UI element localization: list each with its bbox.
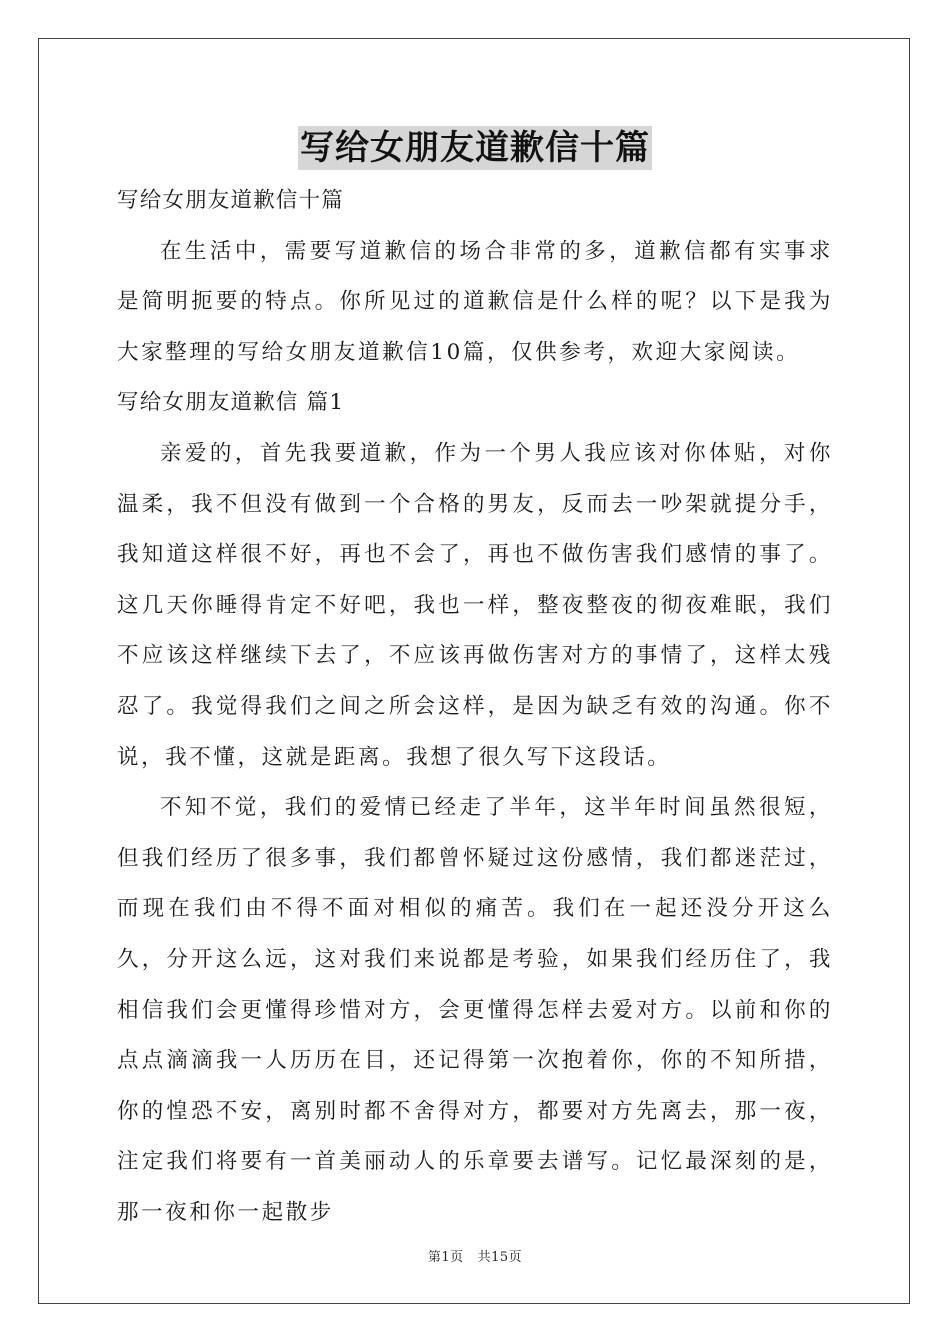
page-total: 共15页	[477, 1250, 523, 1265]
intro-paragraph: 在生活中，需要写道歉信的场合非常的多，道歉信都有实事求是简明扼要的特点。你所见过的道歉信是什么样的呢？以下是我为大家整理的写给女朋友道歉信10篇，仅供参考，欢迎大家阅读。	[117, 238, 833, 365]
body-paragraph: 亲爱的，首先我要道歉，作为一个男人我应该对你体贴，对你温柔，我不但没有做到一个合格的男友，反而去一吵架就提分手，我知道这样很不好，再也不会了，再也不做伤害我们感情的事了。这几天你睡得肯定不好吧，我也一样，整夜整夜的彻夜难眠，我们不应该这样继续下去了，不应该再做伤害对方的事情了，这样太残忍了。我觉得我们之间之所会这样，是因为缺乏有效的沟通。你不说，我不懂，这就是距离。我想了很久写下这段话。	[117, 440, 833, 770]
title-container	[0, 126, 950, 170]
document-title: 写给女朋友道歉信十篇	[300, 128, 650, 168]
body-paragraph: 不知不觉，我们的爱情已经走了半年，这半年时间虽然很短，但我们经历了很多事，我们都曾怀疑过这份感情，我们都迷茫过，而现在我们由不得不面对相似的痛苦。我们在一起还没分开这么久，分开这么远，这对我们来说都是考验，如果我们经历住了，我相信我们会更懂得珍惜对方，会更懂得怎样去爱对方。以前和你的点点滴滴我一人历历在目，还记得第一次抱着你，你的不知所措，你的惶恐不安，离别时都不舍得对方，都要对方先离去，那一夜，注定我们将要有一首美丽动人的乐章要去谱写。记忆最深刻的是，那一夜和你一起散步	[117, 795, 833, 1225]
document-subtitle: 写给女朋友道歉信十篇	[117, 188, 345, 213]
section-heading: 写给女朋友道歉信 篇1	[117, 390, 345, 416]
page-number: 第1页	[427, 1250, 464, 1265]
page-footer	[0, 1246, 950, 1265]
document-body	[117, 176, 833, 1238]
